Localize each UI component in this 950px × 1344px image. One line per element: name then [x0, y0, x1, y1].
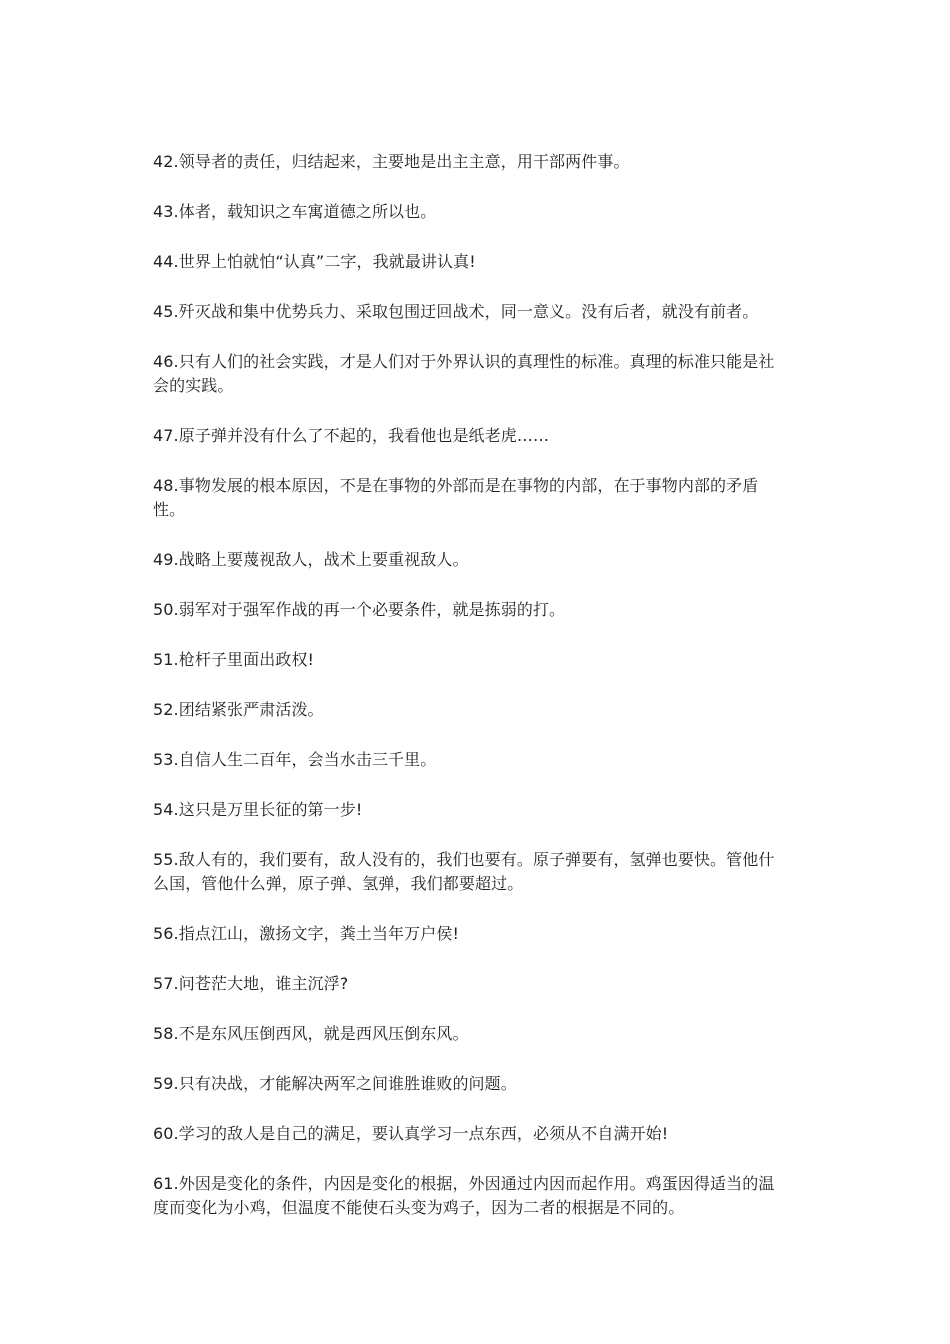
quote-paragraph: 54.这只是万里长征的第一步! — [153, 800, 363, 819]
quote-paragraph: 60.学习的敌人是自己的满足，要认真学习一点东西，必须从不自满开始! — [153, 1124, 669, 1143]
quote-paragraph: 43.体者，载知识之车寓道德之所以也。 — [153, 202, 437, 221]
quote-paragraph: 59.只有决战，才能解决两军之间谁胜谁败的问题。 — [153, 1074, 517, 1093]
quote-paragraph: 48.事物发展的根本原因，不是在事物的外部而是在事物的内部，在于事物内部的矛盾性。 — [153, 476, 759, 519]
quote-paragraph: 50.弱军对于强军作战的再一个必要条件，就是拣弱的打。 — [153, 600, 566, 619]
quote-paragraph: 56.指点江山，激扬文字，粪土当年万户侯! — [153, 924, 459, 943]
quote-paragraph: 53.自信人生二百年，会当水击三千里。 — [153, 750, 437, 769]
quote-paragraph: 45.歼灭战和集中优势兵力、采取包围迂回战术，同一意义。没有后者，就没有前者。 — [153, 302, 759, 321]
quote-paragraph: 42.领导者的责任，归结起来，主要地是出主主意，用干部两件事。 — [153, 152, 630, 171]
quote-paragraph: 46.只有人们的社会实践，才是人们对于外界认识的真理性的标准。真理的标准只能是社会的实践。 — [153, 352, 775, 395]
quote-paragraph: 51.枪杆子里面出政权! — [153, 650, 315, 669]
quote-paragraph: 57.问苍茫大地，谁主沉浮? — [153, 974, 349, 993]
quote-paragraph: 44.世界上怕就怕“认真”二字，我就最讲认真! — [153, 252, 476, 271]
quote-paragraph: 55.敌人有的，我们要有，敌人没有的，我们也要有。原子弹要有，氢弹也要快。管他什么国，管他什么弹，原子弹、氢弹，我们都要超过。 — [153, 850, 775, 893]
quote-paragraph: 52.团结紧张严肃活泼。 — [153, 700, 324, 719]
quote-paragraph: 61.外因是变化的条件，内因是变化的根据，外因通过内因而起作用。鸡蛋因得适当的温度而变化为小鸡，但温度不能使石头变为鸡子，因为二者的根据是不同的。 — [153, 1174, 775, 1217]
document-body — [153, 150, 783, 1246]
quote-paragraph: 47.原子弹并没有什么了不起的，我看他也是纸老虎…… — [153, 426, 550, 445]
quote-paragraph: 58.不是东风压倒西风，就是西风压倒东风。 — [153, 1024, 469, 1043]
quote-paragraph: 49.战略上要蔑视敌人，战术上要重视敌人。 — [153, 550, 469, 569]
